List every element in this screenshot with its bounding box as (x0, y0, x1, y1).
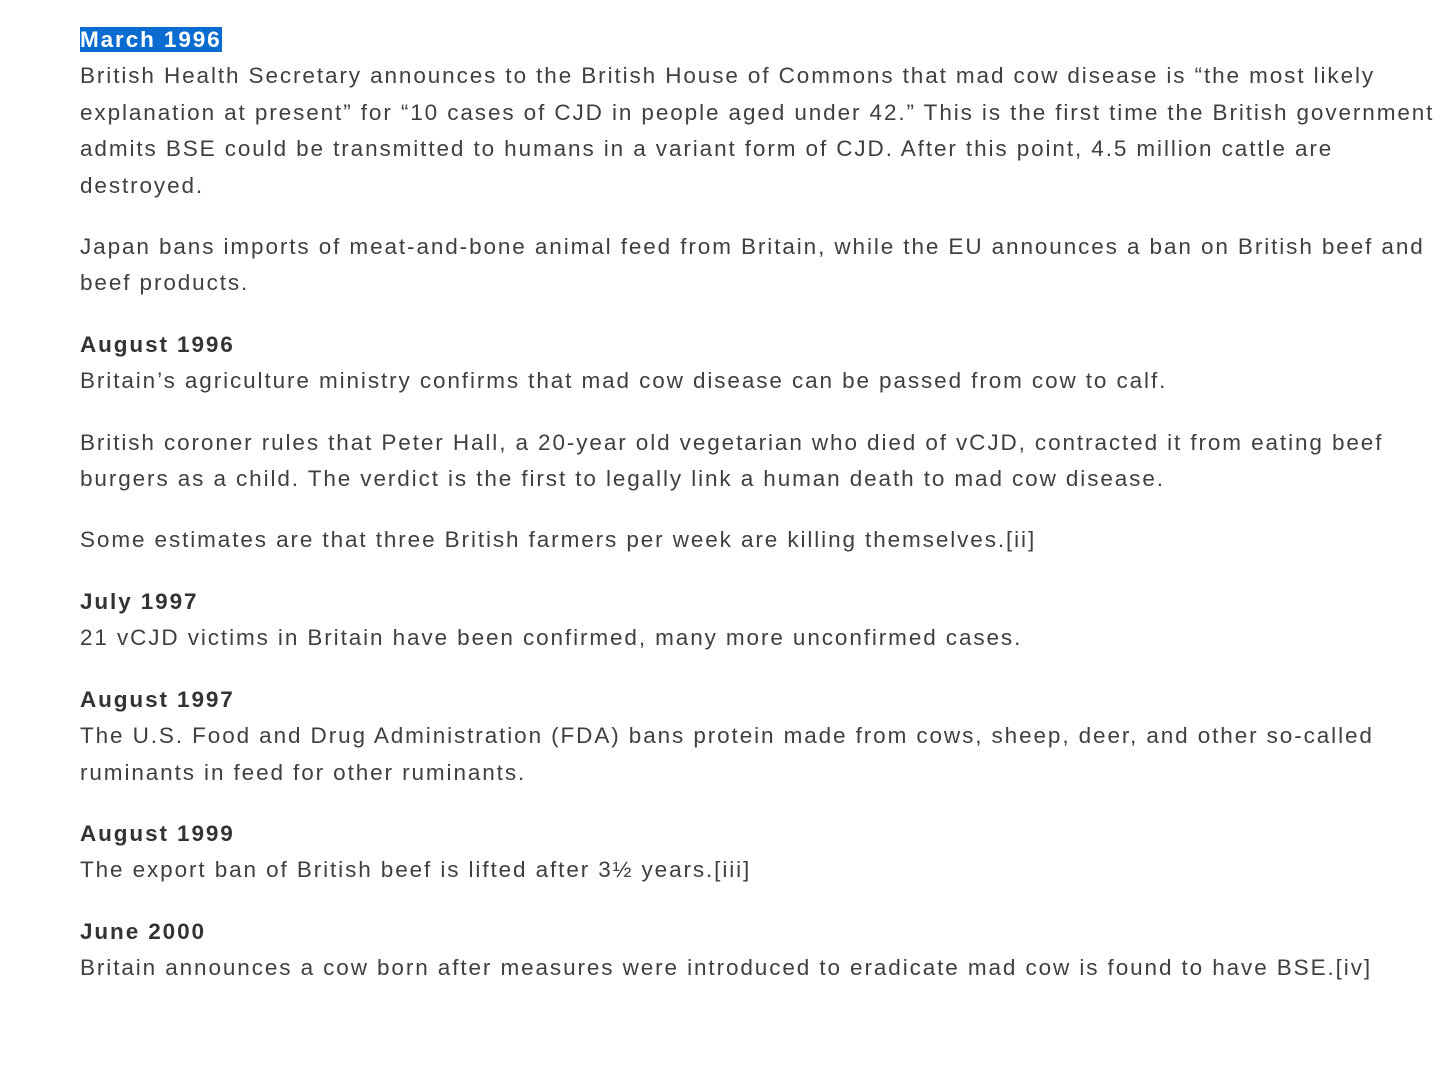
entry-date-heading: August 1999 (80, 820, 235, 846)
entry-paragraph: The export ban of British beef is lifted after 3½ years.[iii] (80, 857, 752, 883)
entry-date-heading: July 1997 (80, 588, 199, 614)
timeline-entry-august-1997 (80, 682, 1440, 791)
entry-paragraph: The U.S. Food and Drug Administration (FDA) bans protein made from cows, sheep, deer, and other so-called ruminants in feed for other ruminants. (80, 723, 1374, 785)
entry-paragraph: British coroner rules that Peter Hall, a 20-year old vegetarian who died of vCJD, contracted it from eating beef burgers as a child. The verdict is the first to legally link a human death to mad cow disease. (80, 429, 1384, 492)
entry-paragraph: 21 vCJD victims in Britain have been confirmed, many more unconfirmed cases. (80, 625, 1023, 651)
timeline-entry-july-1997 (80, 584, 1440, 657)
timeline-entry-march-1996 (80, 22, 1440, 302)
timeline-entry-june-2000 (80, 914, 1440, 987)
entry-paragraph: Britain’s agriculture ministry confirms that mad cow disease can be passed from cow to calf. (80, 368, 1168, 394)
timeline-article (80, 22, 1440, 1012)
timeline-entry-august-1999 (80, 816, 1440, 889)
entry-date-heading[interactable] (80, 22, 1440, 58)
entry-paragraph: British Health Secretary announces to the British House of Commons that mad cow disease is “the most likely explanation at present” for “10 cases of CJD in people aged under 42.” This is the first time the British government admits BSE could be transmitted to humans in a variant form of CJD. After this point, 4.5 million cattle are destroyed. (80, 63, 1435, 198)
entry-paragraph: Britain announces a cow born after measures were introduced to eradicate mad cow is found to have BSE.[iv] (80, 955, 1372, 981)
selected-text-highlight[interactable]: March 1996 (80, 27, 222, 52)
entry-date-heading: August 1997 (80, 686, 235, 712)
entry-date-heading: June 2000 (80, 918, 206, 944)
entry-date-heading: August 1996 (80, 331, 235, 357)
timeline-entry-august-1996 (80, 327, 1440, 559)
entry-paragraph: Japan bans imports of meat-and-bone animal feed from Britain, while the EU announces a ban on British beef and beef products. (80, 234, 1425, 296)
entry-paragraph: Some estimates are that three British farmers per week are killing themselves.[ii] (80, 527, 1037, 553)
